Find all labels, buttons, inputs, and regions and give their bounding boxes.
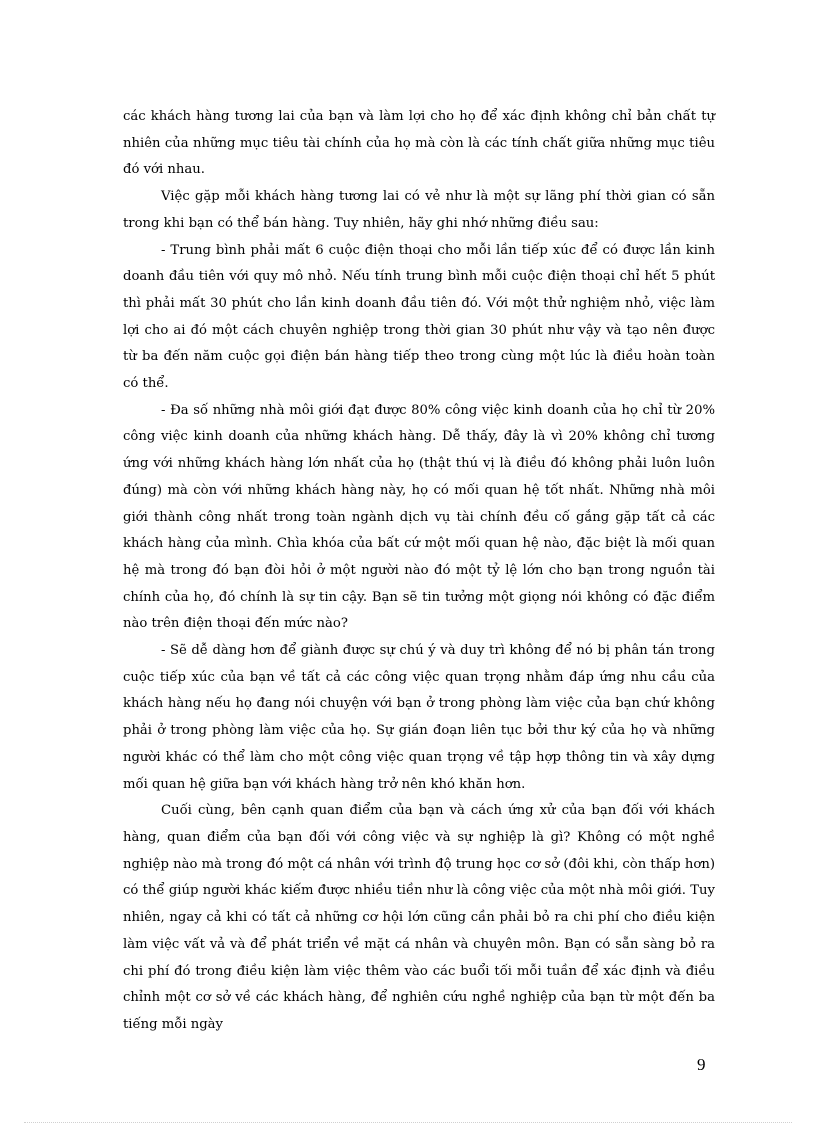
paragraph-6: Cuối cùng, bên cạnh quan điểm của bạn và cách ứng xử của bạn đối với khách hàng, quan điểm của bạn đối với công việc và sự nghiệp là gì? Không có một nghề nghiệp nào mà trong đó một cá nhân với trình độ trung học cơ sở (đôi khi, còn thấp hơn) có thể giúp người khác kiếm được nhiều tiền như là công việc của một nhà môi giới. Tuy nhiên, ngay cả khi có tất cả những cơ hội lớn cũng cần phải bỏ ra chi phí cho điều kiện làm việc vất vả và để phát triển về mặt cá nhân và chuyên môn. Bạn có sẵn sàng bỏ ra chi phí đó trong điều kiện làm việc thêm vào các buổi tối mỗi tuần để xác định và điều chỉnh một cơ sở về các khách hàng, để nghiên cứu nghề nghiệp của bạn từ một đến ba tiếng mỗi ngày (123, 803, 715, 1032)
paragraph-2: Việc gặp mỗi khách hàng tương lai có vẻ như là một sự lãng phí thời gian có sẵn trong khi bạn có thể bán hàng. Tuy nhiên, hãy ghi nhớ những điều sau: (123, 189, 715, 231)
paragraph-3: - Trung bình phải mất 6 cuộc điện thoại cho mỗi lần tiếp xúc để có được lần kinh doanh đầu tiên với quy mô nhỏ. Nếu tính trung bình mỗi cuộc điện thoại chỉ hết 5 phút thì phải mất 30 phút cho lần kinh doanh đầu tiên đó. Với một thử nghiệm nhỏ, việc làm lợi cho ai đó một cách chuyên nghiệp trong thời gian 30 phút như vậy và tạo nên được từ ba đến năm cuộc gọi điện bán hàng tiếp theo trong cùng một lúc là điều hoàn toàn có thể. (123, 242, 715, 392)
paragraph-4: - Đa số những nhà môi giới đạt được 80% công việc kinh doanh của họ chỉ từ 20% công việc kinh doanh của những khách hàng. Dễ thấy, đây là vì 20% không chỉ tương ứng với những khách hàng lớn nhất của họ (thật thú vị là điều đó không phải luôn luôn đúng) mà còn với những khách hàng này, họ có mối quan hệ tốt nhất. Những nhà môi giới thành công nhất trong toàn ngành dịch vụ tài chính đều cố gắng gặp tất cả các khách hàng của mình. Chìa khóa của bất cứ một mối quan hệ nào, đặc biệt là mối quan hệ mà trong đó bạn đòi hỏi ở một người nào đó một tỷ lệ lớn cho bạn trong nguồn tài chính của họ, đó chính là sự tin cậy. Bạn sẽ tin tưởng một giọng nói không có đặc điểm nào trên điện thoại đến mức nào? (123, 402, 715, 632)
page-number: 9 (697, 1055, 706, 1074)
body-text (123, 104, 715, 1039)
paragraph-1: các khách hàng tương lai của bạn và làm lợi cho họ để xác định không chỉ bản chất tự nhiên của những mục tiêu tài chính của họ mà còn là các tính chất giữa những mục tiêu đó với nhau. (123, 109, 715, 178)
paragraph-5: - Sẽ dễ dàng hơn để giành được sự chú ý và duy trì không để nó bị phân tán trong cuộc tiếp xúc của bạn về tất cả các công việc quan trọng nhằm đáp ứng nhu cầu của khách hàng nếu họ đang nói chuyện với bạn ở trong phòng làm việc của bạn chứ không phải ở trong phòng làm việc của họ. Sự gián đoạn liên tục bởi thư ký của họ và những người khác có thể làm cho một công việc quan trọng về tập hợp thông tin và xây dựng mối quan hệ giữa bạn với khách hàng trở nên khó khăn hơn. (123, 643, 715, 792)
